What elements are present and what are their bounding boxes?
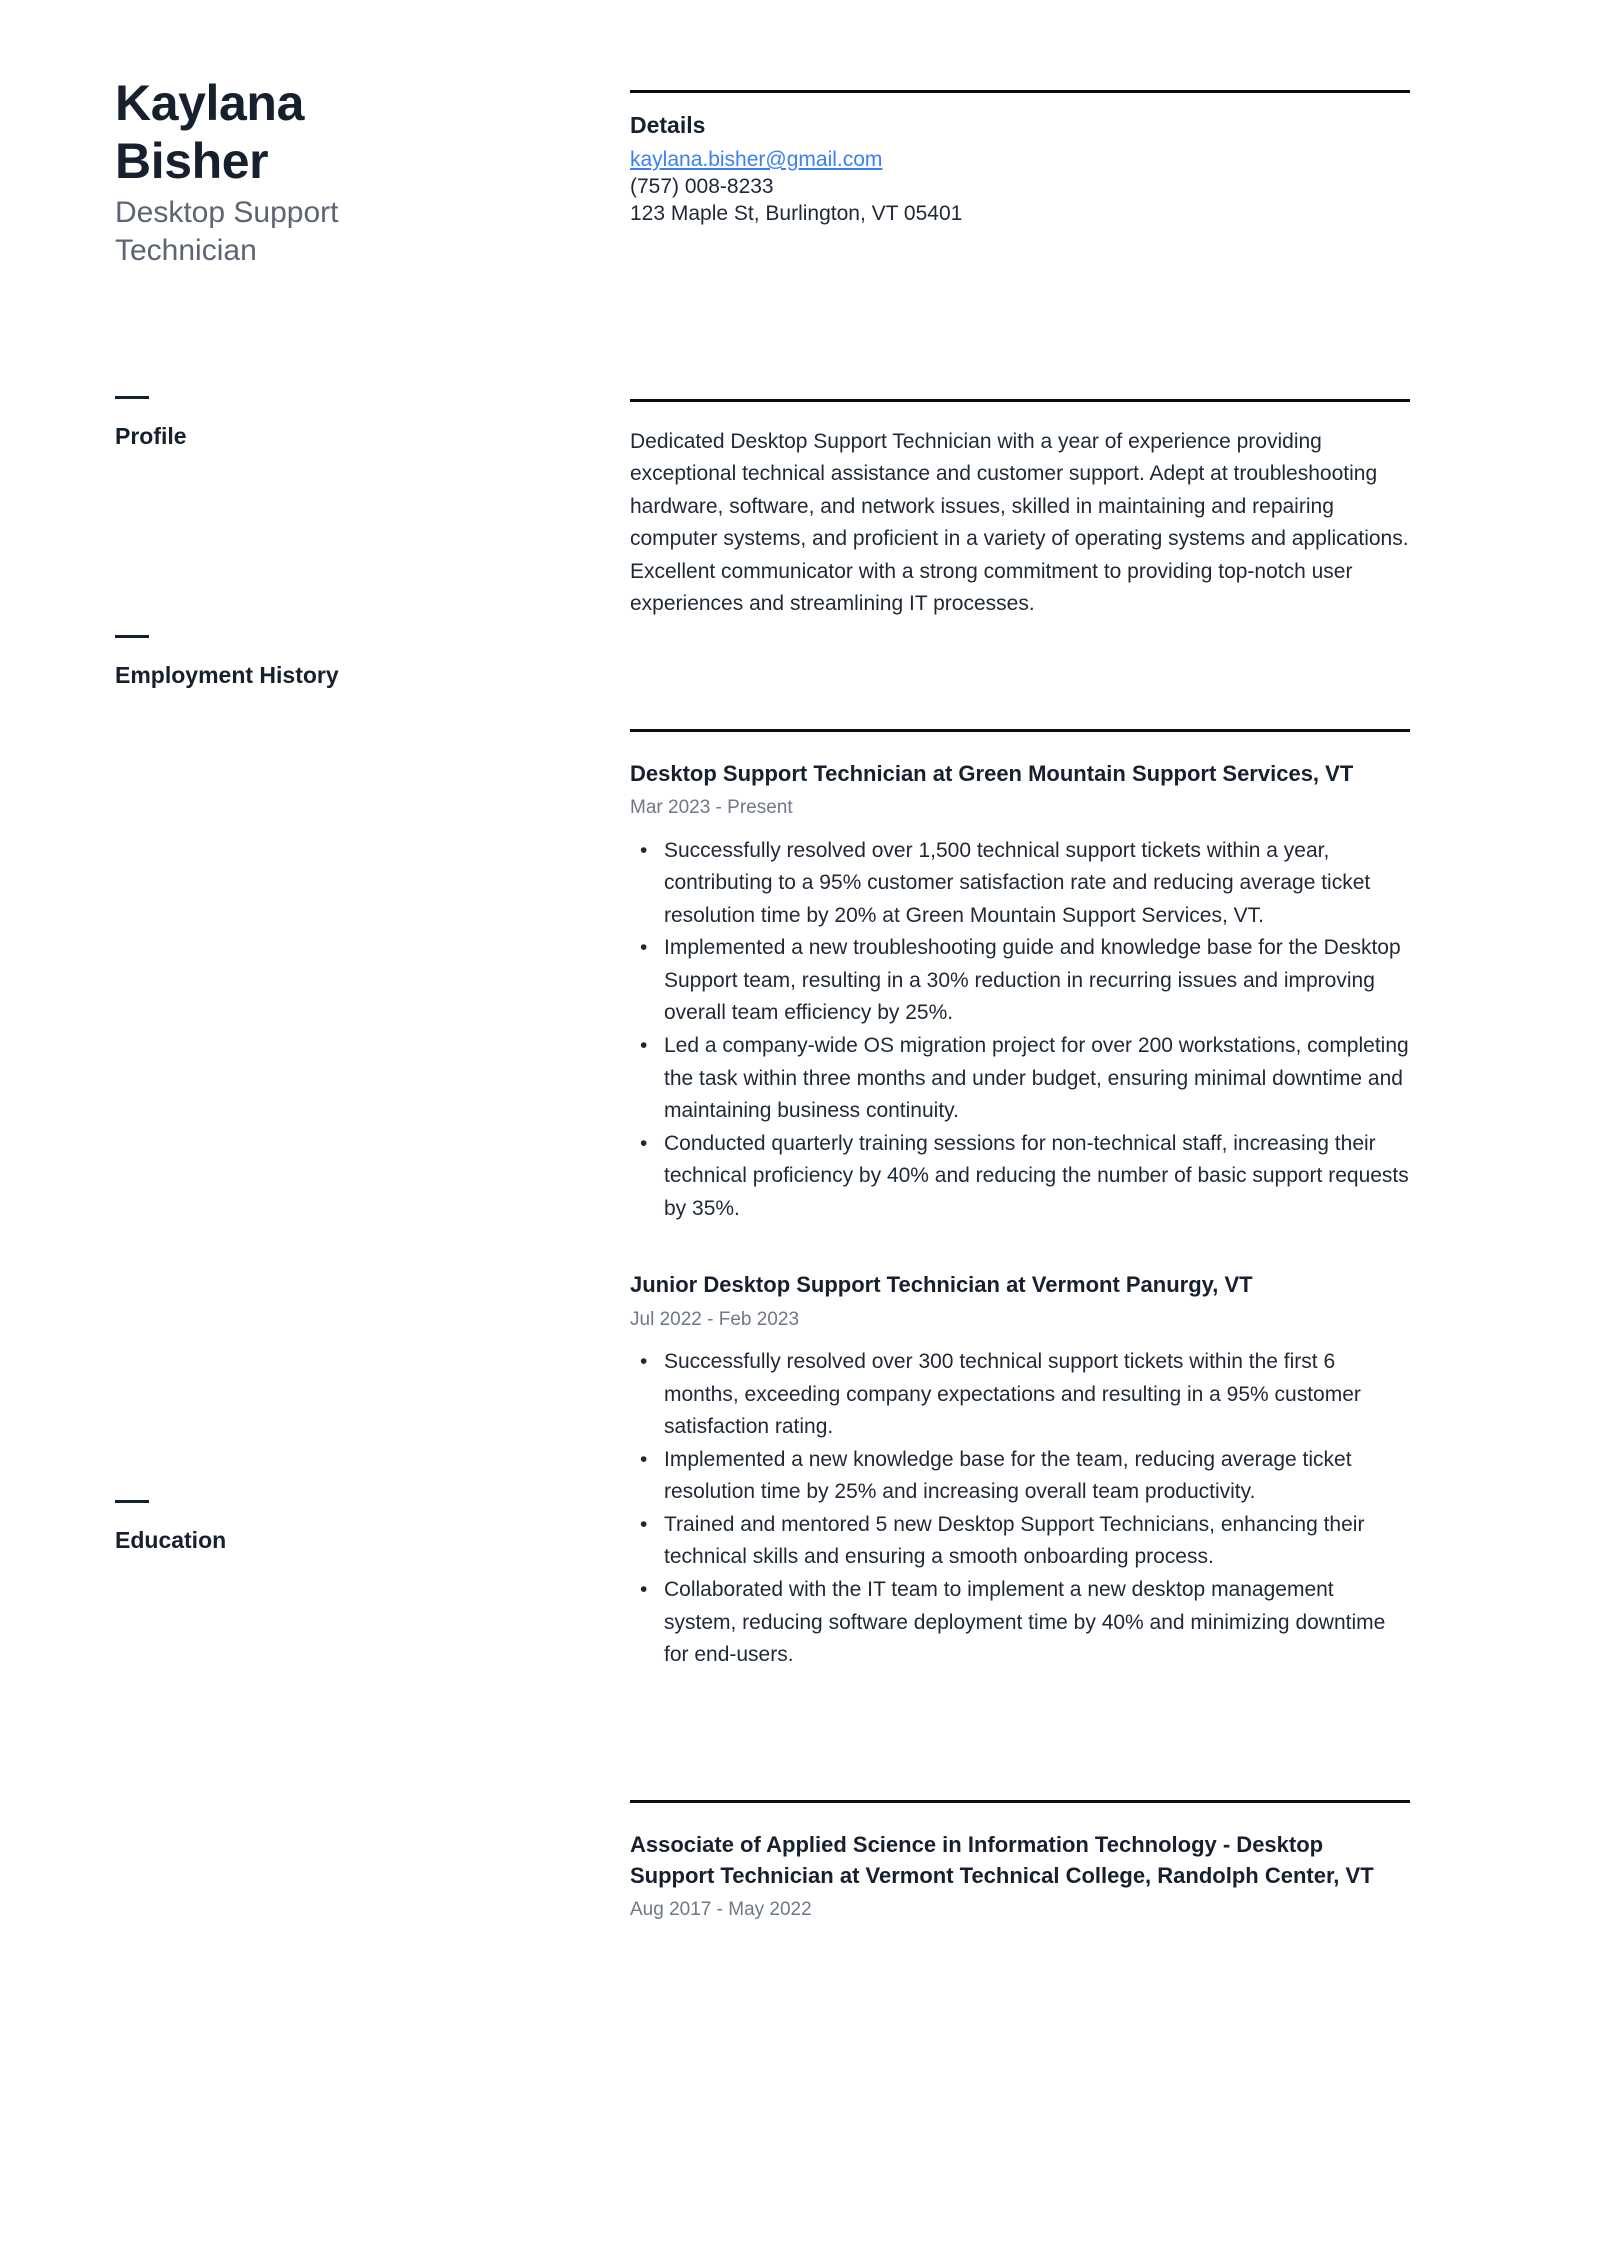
section-divider — [630, 399, 1410, 402]
section-divider — [630, 729, 1410, 732]
list-item: • Led a company-wide OS migration project for over 200 workstations, completing the task within three months and under budget, ensuring minimal downtime and maintaining business continuity. — [630, 1030, 1410, 1128]
list-item: • Collaborated with the IT team to implement a new desktop management system, reducing software deployment time by 40% and minimizing downtime for end-users. — [630, 1574, 1410, 1672]
employment-entry — [630, 1269, 1410, 1671]
employment-label: Employment History — [115, 662, 339, 689]
profile-label: Profile — [115, 422, 187, 449]
employment-entry — [630, 758, 1410, 1225]
section-rule-icon — [115, 1500, 149, 1503]
employment-entry-date: Jul 2022 - Feb 2023 — [630, 1308, 800, 1330]
job-title-subtitle: Desktop Support Technician — [115, 196, 339, 268]
list-item: • Implemented a new knowledge base for the team, reducing average ticket resolution time by 25% and increasing overall team productivity. — [630, 1444, 1410, 1509]
profile-section — [630, 399, 1410, 621]
left-column — [115, 74, 630, 1923]
section-label-education — [115, 1500, 590, 1555]
employment-entry-date: Mar 2023 - Present — [630, 797, 793, 819]
details-section — [630, 90, 1410, 228]
address-text: 123 Maple St, Burlington, VT 05401 — [630, 201, 963, 225]
section-label-employment — [115, 635, 590, 690]
email-link[interactable]: kaylana.bisher@gmail.com — [630, 147, 883, 171]
phone-text: (757) 008-8233 — [630, 174, 774, 198]
page-title: Kaylana Bisher — [115, 75, 304, 189]
section-rule-icon — [115, 396, 149, 399]
name-block — [115, 74, 590, 271]
employment-entry-title: Junior Desktop Support Technician at Vermont Panurgy, VT — [630, 1272, 1253, 1298]
section-divider — [630, 90, 1410, 93]
list-item: • Successfully resolved over 300 technical support tickets within the first 6 months, exceeding company expectations and resulting in a 95% customer satisfaction rating. — [630, 1346, 1410, 1444]
education-section — [630, 1800, 1410, 1923]
education-label: Education — [115, 1526, 227, 1553]
education-entry-title: Associate of Applied Science in Information Technology - Desktop Support Technician at Vermont Technical College, Randolph Center, VT — [630, 1831, 1374, 1888]
education-entry — [630, 1829, 1410, 1923]
education-entry-date: Aug 2017 - May 2022 — [630, 1899, 812, 1921]
employment-section — [630, 729, 1410, 1672]
list-item: • Conducted quarterly training sessions for non-technical staff, increasing their technical proficiency by 40% and reducing the number of basic support requests by 35%. — [630, 1128, 1410, 1226]
section-rule-icon — [115, 635, 149, 638]
employment-entry-title: Desktop Support Technician at Green Mountain Support Services, VT — [630, 760, 1354, 786]
list-item: • Implemented a new troubleshooting guide and knowledge base for the Desktop Support team, resulting in a 30% reduction in recurring issues and improving overall team efficiency by 25%. — [630, 932, 1410, 1030]
list-item: • Trained and mentored 5 new Desktop Support Technicians, enhancing their technical skills and ensuring a smooth onboarding process. — [630, 1509, 1410, 1574]
section-divider — [630, 1800, 1410, 1803]
details-heading: Details — [630, 112, 706, 138]
profile-paragraph: Dedicated Desktop Support Technician with a year of experience providing exceptional technical assistance and customer support. Adept at troubleshooting hardware, software, and network issues, skilled in maintaining and repairing computer systems, and proficient in a variety of operating systems and applications. Excellent communicator with a strong commitment to providing top-notch user experiences and streamlining IT processes. — [630, 429, 1409, 616]
employment-entry-bullets — [630, 835, 1410, 1226]
list-item: • Successfully resolved over 1,500 technical support tickets within a year, contributing to a 95% customer satisfaction rate and reducing average ticket resolution time by 20% at Green Mountain Support Services, VT. — [630, 835, 1410, 933]
right-column — [630, 74, 1515, 1923]
employment-entry-bullets — [630, 1346, 1410, 1671]
section-label-profile — [115, 396, 590, 451]
